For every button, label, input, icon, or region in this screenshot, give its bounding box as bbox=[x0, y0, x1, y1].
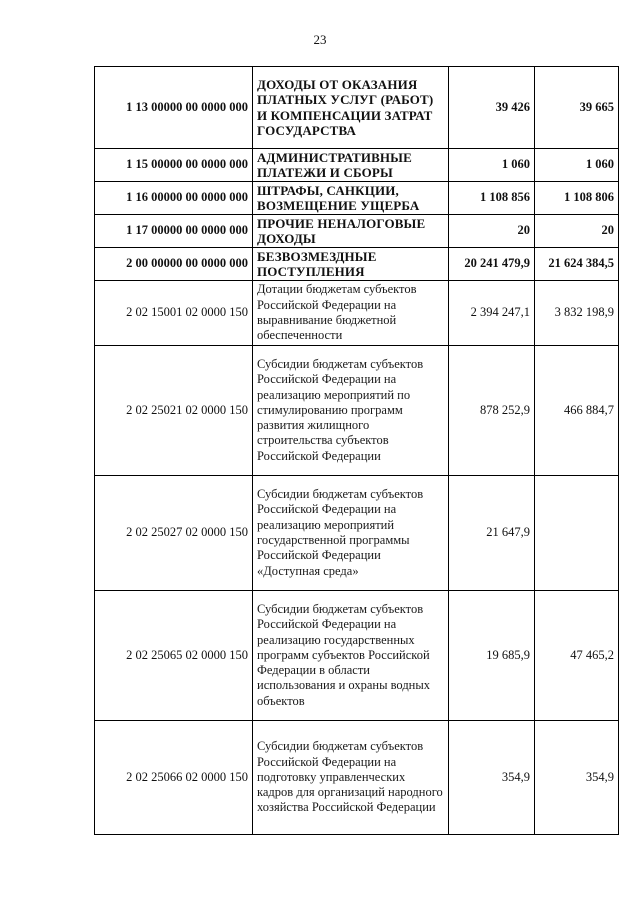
budget-revenue-table bbox=[94, 66, 619, 835]
table-row bbox=[95, 281, 619, 346]
row-value-1: 1 060 bbox=[449, 149, 535, 182]
table-row bbox=[95, 67, 619, 149]
table-row bbox=[95, 149, 619, 182]
row-code: 2 02 25066 02 0000 150 bbox=[95, 721, 253, 835]
row-value-1: 20 bbox=[449, 215, 535, 248]
row-value-2: 20 bbox=[535, 215, 619, 248]
row-value-2: 1 060 bbox=[535, 149, 619, 182]
row-name: Субсидии бюджетам субъектов Российской Федерации на реализацию мероприятий по стимулированию программ развития жилищного строительства субъектов Российской Федерации bbox=[253, 346, 449, 476]
table-row bbox=[95, 248, 619, 281]
row-code: 1 17 00000 00 0000 000 bbox=[95, 215, 253, 248]
row-code: 2 02 25027 02 0000 150 bbox=[95, 476, 253, 591]
row-value-2: 3 832 198,9 bbox=[535, 281, 619, 346]
page-number: 23 bbox=[313, 32, 327, 47]
table-row bbox=[95, 215, 619, 248]
row-name: Субсидии бюджетам субъектов Российской Федерации на реализацию мероприятий государственной программы Российской Федерации «Доступная среда» bbox=[253, 476, 449, 591]
row-name: Субсидии бюджетам субъектов Российской Федерации на подготовку управленческих кадров для организаций народного хозяйства Российской Федерации bbox=[253, 721, 449, 835]
row-name: ДОХОДЫ ОТ ОКАЗАНИЯ ПЛАТНЫХ УСЛУГ (РАБОТ) И КОМПЕНСАЦИИ ЗАТРАТ ГОСУДАРСТВА bbox=[253, 67, 449, 149]
row-value-2: 1 108 806 bbox=[535, 182, 619, 215]
row-value-1: 354,9 bbox=[449, 721, 535, 835]
row-code: 2 00 00000 00 0000 000 bbox=[95, 248, 253, 281]
row-name: ПРОЧИЕ НЕНАЛОГОВЫЕ ДОХОДЫ bbox=[253, 215, 449, 248]
row-value-2: 39 665 bbox=[535, 67, 619, 149]
row-code: 2 02 25065 02 0000 150 bbox=[95, 591, 253, 721]
row-name: ШТРАФЫ, САНКЦИИ, ВОЗМЕЩЕНИЕ УЩЕРБА bbox=[253, 182, 449, 215]
table-row bbox=[95, 476, 619, 591]
row-code: 1 15 00000 00 0000 000 bbox=[95, 149, 253, 182]
table-row bbox=[95, 346, 619, 476]
row-value-1: 21 647,9 bbox=[449, 476, 535, 591]
row-value-1: 20 241 479,9 bbox=[449, 248, 535, 281]
table-row bbox=[95, 182, 619, 215]
row-code: 2 02 15001 02 0000 150 bbox=[95, 281, 253, 346]
row-code: 2 02 25021 02 0000 150 bbox=[95, 346, 253, 476]
row-value-2: 466 884,7 bbox=[535, 346, 619, 476]
row-value-2: 21 624 384,5 bbox=[535, 248, 619, 281]
table-row bbox=[95, 721, 619, 835]
row-value-1: 39 426 bbox=[449, 67, 535, 149]
row-value-2: 47 465,2 bbox=[535, 591, 619, 721]
row-value-1: 2 394 247,1 bbox=[449, 281, 535, 346]
row-name: Субсидии бюджетам субъектов Российской Федерации на реализацию государственных программ субъектов Российской Федерации в области использования и охраны водных объектов bbox=[253, 591, 449, 721]
row-value-2 bbox=[535, 476, 619, 591]
row-value-1: 19 685,9 bbox=[449, 591, 535, 721]
table-row bbox=[95, 591, 619, 721]
row-value-2: 354,9 bbox=[535, 721, 619, 835]
row-name: Дотации бюджетам субъектов Российской Федерации на выравнивание бюджетной обеспеченности bbox=[253, 281, 449, 346]
row-code: 1 16 00000 00 0000 000 bbox=[95, 182, 253, 215]
row-code: 1 13 00000 00 0000 000 bbox=[95, 67, 253, 149]
row-name: БЕЗВОЗМЕЗДНЫЕ ПОСТУПЛЕНИЯ bbox=[253, 248, 449, 281]
row-value-1: 1 108 856 bbox=[449, 182, 535, 215]
row-name: АДМИНИСТРАТИВНЫЕ ПЛАТЕЖИ И СБОРЫ bbox=[253, 149, 449, 182]
row-value-1: 878 252,9 bbox=[449, 346, 535, 476]
